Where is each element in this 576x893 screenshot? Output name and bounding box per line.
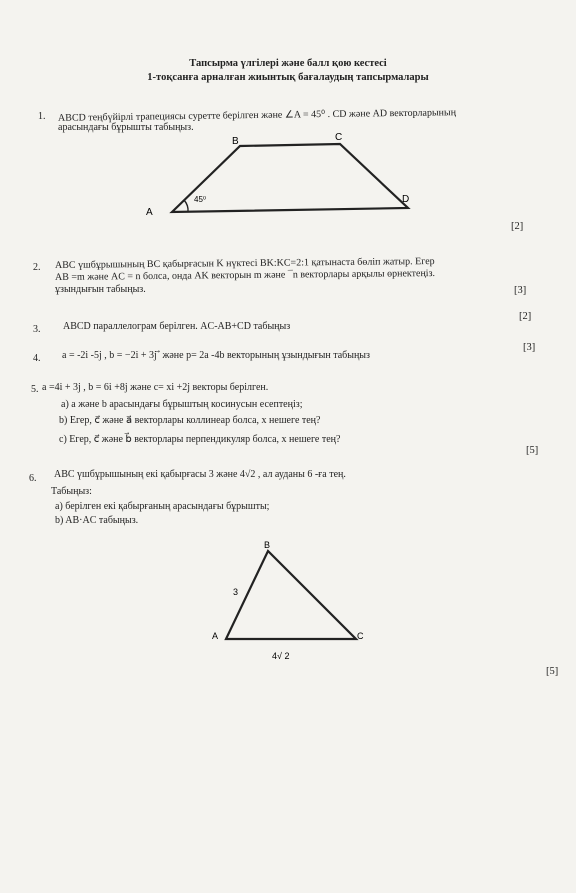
triangle-shape xyxy=(226,551,356,639)
vertex-c-label: C xyxy=(357,631,364,641)
task-3-score: [2] xyxy=(519,311,532,322)
task-6-text: ABC үшбұрышының екі қабырғасы 3 және 4√2 , ал ауданы 6 -ға тең. xyxy=(54,469,346,480)
task-1-text-2: арасындағы бұрышты табыңыз. xyxy=(58,122,194,133)
vertex-c-label: C xyxy=(335,132,343,143)
side-ab-label: 3 xyxy=(233,587,239,597)
vertex-d-label: D xyxy=(402,194,410,205)
task-6-number: 6. xyxy=(29,473,37,484)
angle-label: 45⁰ xyxy=(194,195,207,204)
task-5-part-c: c) Егер, c⃗ және b⃗ векторлары перпендикуляр болса, x нешеге тең? xyxy=(59,434,341,445)
page-subtitle: 1-тоқсанға арналған жиынтық бағалаудың тапсырмалары xyxy=(147,72,429,83)
page-title: Тапсырма үлгілері және балл қою кестесі xyxy=(189,58,387,69)
task-6-part-b: b) AB·AC табыңыз. xyxy=(55,515,139,526)
task-2-text: ABC үшбұрышының BC қабырғасын K нүктесі BK:KC=2:1 қатынаста бөліп жатыр. Егер xyxy=(54,256,435,271)
task-6-part-a: a) берілген екі қабырғаның арасындағы бұрышты; xyxy=(55,501,270,512)
task-1-text: ABCD теңбүйірлі трапециясы суретте берілген және ∠A = 45⁰ . CD және AD векторларының xyxy=(57,107,457,124)
triangle-figure xyxy=(200,535,380,665)
task-1-number: 1. xyxy=(38,111,46,122)
trapezoid-shape xyxy=(172,144,408,212)
task-5-score: [5] xyxy=(526,445,539,456)
task-3-number: 3. xyxy=(33,324,41,335)
trapezoid-figure xyxy=(140,130,420,220)
task-5-text: a =4i + 3j , b = 6i +8j және c= xi +2j векторы берілген. xyxy=(42,382,269,393)
vertex-b-label: B xyxy=(264,540,271,550)
task-2-number: 2. xyxy=(33,262,41,273)
vertex-a-label: A xyxy=(212,631,219,641)
task-6-sub: Табыңыз: xyxy=(51,486,92,497)
vertex-a-label: A xyxy=(146,207,153,218)
task-4-text: a = -2i -5j , b = −2i + 3j ⃗ және p= 2a -4b векторының ұзындығын табыңыз xyxy=(62,350,370,361)
task-2-text-3: ұзындығын табыңыз. xyxy=(55,284,146,295)
task-1-score: [2] xyxy=(511,221,524,232)
angle-arc xyxy=(184,200,188,212)
task-4-score: [3] xyxy=(523,342,536,353)
task-5-part-a: a) a және b арасындағы бұрыштың косинусын есептеңіз; xyxy=(61,399,303,410)
task-6-score: [5] xyxy=(546,666,559,677)
task-5-part-b: b) Егер, c⃗ және a⃗ векторлары коллинеар болса, x нешеге тең? xyxy=(59,415,321,426)
task-2-text-2: AB =m және AC = n болса, онда AK векторын m және ¯n векторлары арқылы өрнектеңіз. xyxy=(54,268,436,283)
task-5-number: 5. xyxy=(31,384,39,395)
vertex-b-label: B xyxy=(232,136,239,147)
task-3-text: ABCD параллелограм берілген. AC-AB+CD табыңыз xyxy=(63,321,291,332)
task-2-score: [3] xyxy=(514,285,527,296)
task-4-number: 4. xyxy=(33,353,41,364)
side-ac-label: 4√ 2 xyxy=(272,651,290,661)
